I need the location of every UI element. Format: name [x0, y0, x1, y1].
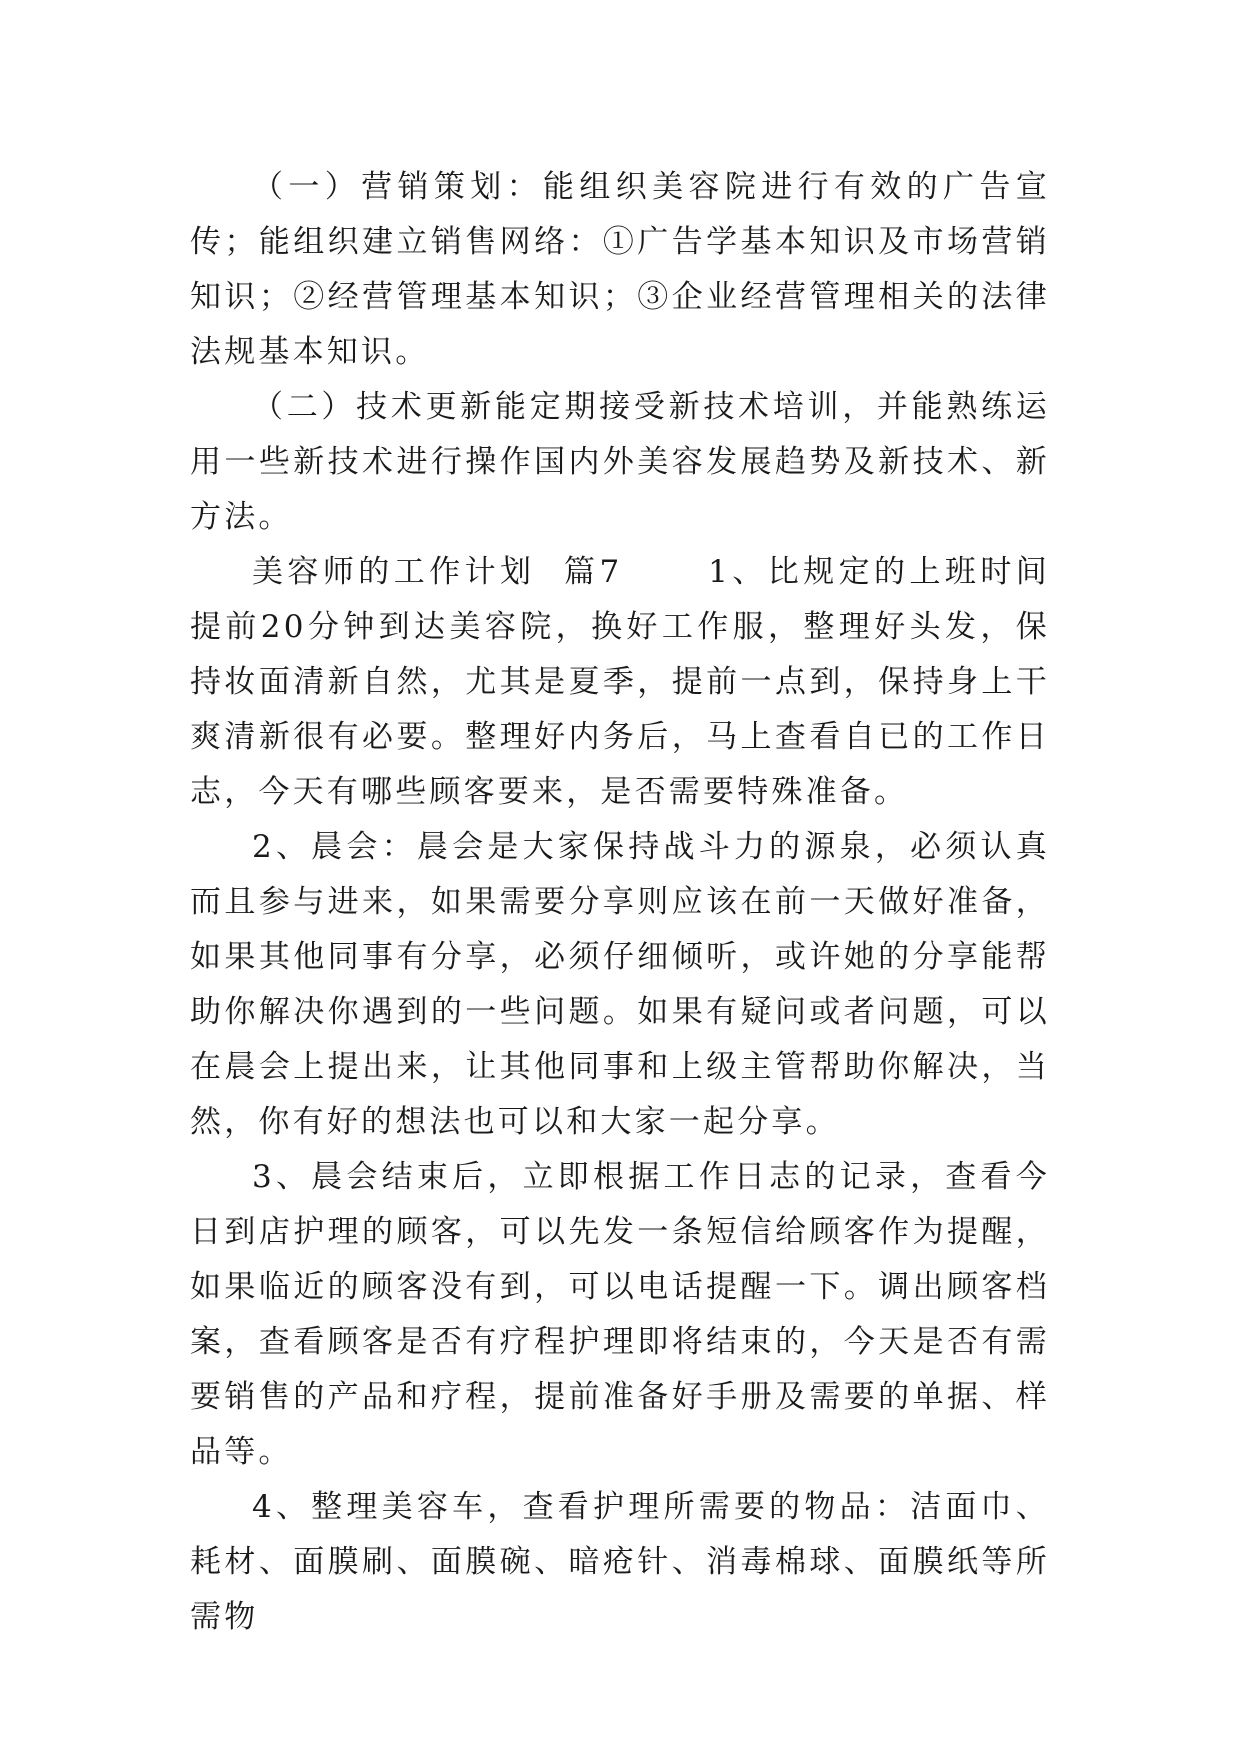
paragraph-work-plan-item-3: 3、晨会结束后，立即根据工作日志的记录，查看今日到店护理的顾客，可以先发一条短信给顾客作为提醒，如果临近的顾客没有到，可以电话提醒一下。调出顾客档案，查看顾客是否有疗程护理即将结束的，今天是否有需要销售的产品和疗程，提前准备好手册及需要的单据、样品等。 — [190, 1159, 1050, 1470]
paragraph-technology-update: （二）技术更新能定期接受新技术培训，并能熟练运用一些新技术进行操作国内外美容发展趋势及新技术、新方法。 — [190, 389, 1050, 535]
paragraph-marketing-planning: （一）营销策划：能组织美容院进行有效的广告宣传；能组织建立销售网络：①广告学基本知识及市场营销知识；②经营管理基本知识；③企业经营管理相关的法律法规基本知识。 — [190, 169, 1050, 370]
paragraph-work-plan-item-1: 美容师的工作计划 篇7 1、比规定的上班时间提前20分钟到达美容院，换好工作服，整理好头发，保持妆面清新自然，尤其是夏季，提前一点到，保持身上干爽清新很有必要。整理好内务后，马上查看自已的工作日志，今天有哪些顾客要来，是否需要特殊准备。 — [190, 554, 1050, 810]
paragraph-work-plan-item-4: 4、整理美容车，查看护理所需要的物品：洁面巾、耗材、面膜刷、面膜碗、暗疮针、消毒棉球、面膜纸等所需物 — [190, 1489, 1050, 1635]
document-body — [190, 160, 1050, 1645]
paragraph-work-plan-item-2: 2、晨会：晨会是大家保持战斗力的源泉，必须认真而且参与进来，如果需要分享则应该在前一天做好准备，如果其他同事有分享，必须仔细倾听，或许她的分享能帮助你解决你遇到的一些问题。如果有疑问或者问题，可以在晨会上提出来，让其他同事和上级主管帮助你解决，当然，你有好的想法也可以和大家一起分享。 — [190, 829, 1050, 1140]
